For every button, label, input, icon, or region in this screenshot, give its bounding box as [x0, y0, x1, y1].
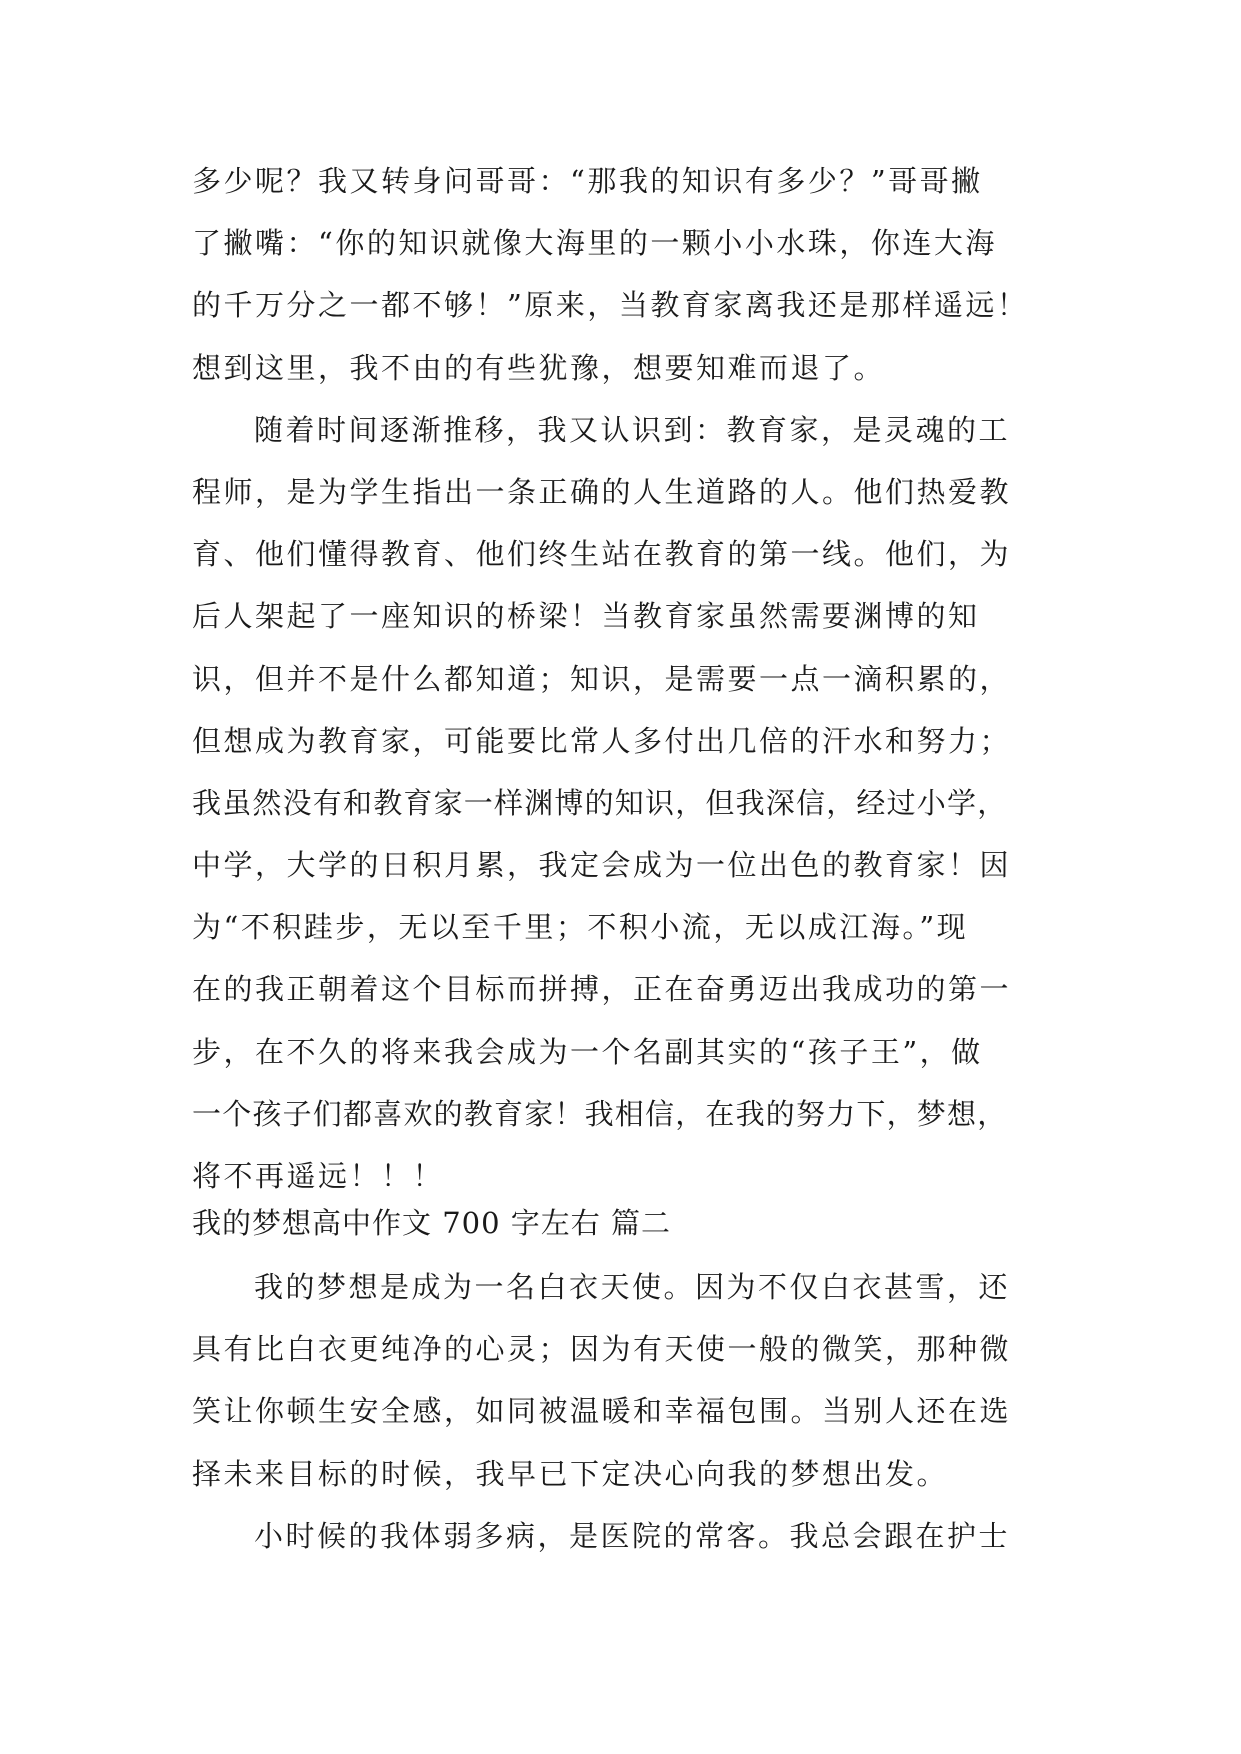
paragraph-line: 小时候的我体弱多病，是医院的常客。我总会跟在护士	[254, 1518, 1011, 1553]
paragraph-line: 的千万分之一都不够！”原来，当教育家离我还是那样遥远！	[192, 288, 1029, 323]
section-heading: 我的梦想高中作文 700 字左右 篇二	[192, 1206, 672, 1240]
paragraph-line: 为“不积跬步，无以至千里；不积小流，无以成江海。”现	[192, 910, 969, 945]
paragraph-line: 随着时间逐渐推移，我又认识到：教育家，是灵魂的工	[254, 412, 1011, 447]
paragraph-line: 一个孩子们都喜欢的教育家！我相信，在我的努力下，梦想，	[192, 1096, 1008, 1131]
paragraph-line: 具有比白衣更纯净的心灵；因为有天使一般的微笑，那种微	[192, 1332, 1012, 1367]
document-body	[192, 150, 1072, 1207]
paragraph-line: 育、他们懂得教育、他们终生站在教育的第一线。他们，为	[192, 537, 1012, 572]
paragraph-line: 了撇嘴：“你的知识就像大海里的一颗小小水珠，你连大海	[192, 226, 997, 261]
paragraph-line: 我虽然没有和教育家一样渊博的知识，但我深信，经过小学，	[192, 785, 1008, 820]
paragraph-line: 在的我正朝着这个目标而拼搏，正在奋勇迈出我成功的第一	[192, 972, 1012, 1007]
paragraph-line: 后人架起了一座知识的桥梁！当教育家虽然需要渊博的知	[192, 599, 980, 634]
paragraph-line: 步，在不久的将来我会成为一个名副其实的“孩子王”，做	[192, 1034, 983, 1069]
document-body-section-two	[192, 1256, 1072, 1567]
paragraph-line: 识，但并不是什么都知道；知识，是需要一点一滴积累的，	[192, 661, 1012, 696]
paragraph-line: 择未来目标的时候，我早已下定决心向我的梦想出发。	[192, 1456, 949, 1491]
paragraph-line: 但想成为教育家，可能要比常人多付出几倍的汗水和努力；	[192, 723, 1012, 758]
paragraph-line: 多少呢？我又转身问哥哥：“那我的知识有多少？”哥哥撇	[192, 164, 983, 198]
paragraph-line: 将不再遥远！！！	[192, 1159, 445, 1193]
paragraph-line: 笑让你顿生安全感，如同被温暖和幸福包围。当别人还在选	[192, 1394, 1012, 1429]
paragraph-line: 程师，是为学生指出一条正确的人生道路的人。他们热爱教	[192, 474, 1012, 509]
paragraph-line: 我的梦想是成为一名白衣天使。因为不仅白衣甚雪，还	[254, 1270, 1011, 1304]
paragraph-line: 中学，大学的日积月累，我定会成为一位出色的教育家！因	[192, 848, 1012, 883]
paragraph-line: 想到这里，我不由的有些犹豫，想要知难而退了。	[192, 350, 886, 385]
